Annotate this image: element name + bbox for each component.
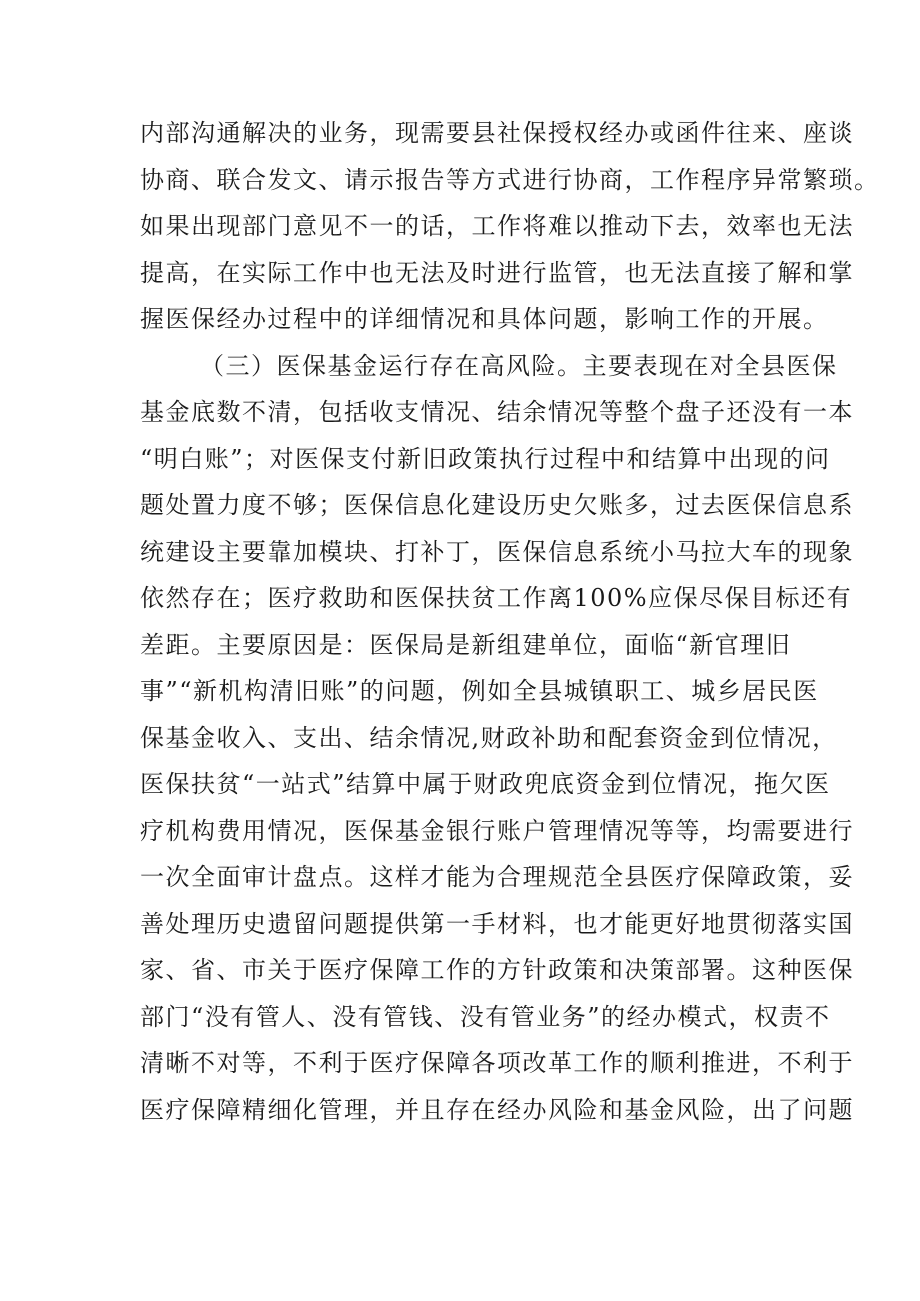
text-line: 统建设主要靠加模块、打补丁，医保信息系统小马拉大车的现象 [140,537,854,566]
text-line: 善处理历史遗留问题提供第一手材料，也才能更好地贯彻落实国 [140,909,854,938]
text-line: 部门“没有管人、没有管钱、没有管业务”的经办模式，权责不 [140,1002,831,1031]
text-line: 提高，在实际工作中也无法及时进行监管，也无法直接了解和掌 [140,258,854,287]
text-line: 医疗保障精细化管理，并且存在经办风险和基金风险，出了问题 [140,1095,854,1124]
text-line: 差距。主要原因是：医保局是新组建单位，面临“新官理旧 [140,630,792,659]
text-line: 握医保经办过程中的详细情况和具体问题，影响工作的开展。 [140,305,829,333]
text-line: 疗机构费用情况，医保基金银行账户管理情况等等，均需要进行 [140,816,854,845]
text-line: “明白账”；对医保支付新旧政策执行过程中和结算中出现的问 [140,444,831,473]
text-line: 内部沟通解决的业务，现需要县社保授权经办或函件往来、座谈 [140,119,854,147]
body-text [140,110,880,1133]
text-line: 基金底数不清，包括收支情况、结余情况等整个盘子还没有一本 [140,398,854,426]
text-line: 医保扶贫“一站式”结算中属于财政兜底资金到位情况，拖欠医 [140,770,831,798]
text-line: 清晰不对等，不利于医疗保障各项改革工作的顺利推进，不利于 [140,1049,854,1077]
text-line: 事”“新机构清旧账”的问题，例如全县城镇职工、城乡居民医 [140,677,819,705]
text-line: 保基金收入、支出、结余情况,财政补助和配套资金到位情况， [140,723,838,752]
text-line: 依然存在；医疗救助和医保扶贫工作离100%应保尽保目标还有 [140,584,853,612]
text-line: 题处置力度不够；医保信息化建设历史欠账多，过去医保信息系 [140,491,854,519]
section-heading-line: （三）医保基金运行存在高风险。主要表现在对全县医保 [200,351,838,380]
text-line: 如果出现部门意见不一的话，工作将难以推动下去，效率也无法 [140,212,854,240]
text-line: 一次全面审计盘点。这样才能为合理规范全县医疗保障政策，妥 [140,863,854,891]
text-line: 家、省、市关于医疗保障工作的方针政策和决策部署。这种医保 [140,956,854,984]
text-line: 协商、联合发文、请示报告等方式进行协商，工作程序异常繁琐。 [140,165,880,194]
